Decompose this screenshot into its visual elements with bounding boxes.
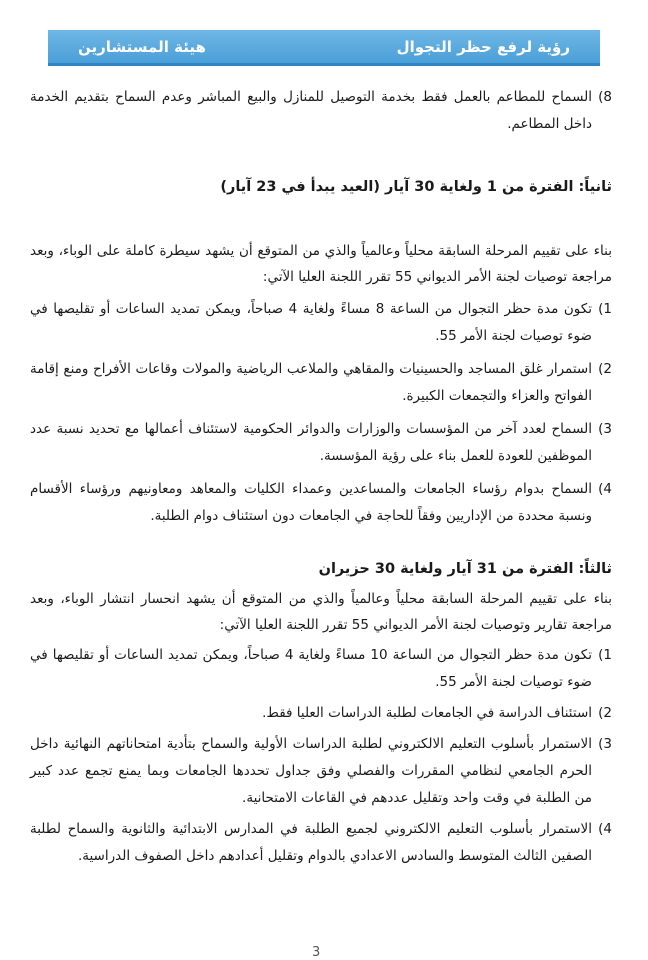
item-text: تكون مدة حظر التجوال من الساعة 10 مساءً ولغاية 4 صباحاً، ويمكن تمديد الساعات أو تقليصها في ضوء توصيات لجنة الأمر 55. bbox=[30, 647, 592, 690]
item-text: السماح بدوام رؤساء الجامعات والمساعدين وعمداء الكليات والمعاهد ومعاونيهم ورؤساء الأقسام ونسبة محددة من الإداريين وفقاً للحاجة في الجامعات دون استئناف دوام الطلبة. bbox=[30, 481, 592, 524]
page-number: 3 bbox=[312, 945, 321, 960]
item-number: 1) bbox=[598, 647, 612, 663]
item-number: 3) bbox=[598, 421, 612, 437]
section-2-intro: بناء على تقييم المرحلة السابقة محلياً وعالمياً والذي من المتوقع أن يشهد سيطرة كاملة على الوباء، وبعد مراجعة توصيات لجنة الأمر الديواني 55 تقرر اللجنة العليا الآتي: bbox=[30, 243, 612, 285]
item-number: 2) bbox=[598, 705, 612, 721]
document-body bbox=[30, 80, 612, 870]
list-item bbox=[30, 356, 612, 410]
item-text: الاستمرار بأسلوب التعليم الالكتروني لطلبة الدراسات الأولية والسماح بتأدية امتحاناتهم النهائية داخل الحرم الجامعي لنظامي المقررات والفصلي وفق جداول تحددها الجامعات وبما يمنع تجمع عدد كبير من الطلبة في وقت واحد وتقليل عددهم في القاعات الامتحانية. bbox=[30, 736, 592, 806]
item-number: 4) bbox=[598, 821, 612, 837]
section-3-title: ثالثاً: الفترة من 31 آيار ولغاية 30 حزيران bbox=[318, 561, 612, 577]
header-left-title: هيئة المستشارين bbox=[78, 37, 206, 56]
item-text: السماح للمطاعم بالعمل فقط بخدمة التوصيل للمنازل والبيع المباشر وعدم السماح بتقديم الخدمة داخل المطاعم. bbox=[30, 89, 592, 132]
list-item bbox=[30, 416, 612, 470]
list-item bbox=[30, 296, 612, 350]
item-text: السماح لعدد آخر من المؤسسات والوزارات والدوائر الحكومية لاستئناف أعمالها مع تحديد نسبة عدد الموظفين للعودة للعمل بناء على رؤية المؤسسة. bbox=[30, 421, 592, 464]
section-2-list bbox=[30, 296, 612, 530]
item-text: تكون مدة حظر التجوال من الساعة 8 مساءً ولغاية 4 صباحاً، ويمكن تمديد الساعات أو تقليصها في ضوء توصيات لجنة الأمر 55. bbox=[30, 301, 592, 344]
item-number: 8) bbox=[598, 89, 612, 105]
section-3-list bbox=[30, 642, 612, 870]
item-number: 1) bbox=[598, 301, 612, 317]
list-item bbox=[30, 816, 612, 870]
list-item bbox=[30, 476, 612, 530]
item-number: 2) bbox=[598, 361, 612, 377]
list-item bbox=[30, 700, 612, 727]
item-text: استئناف الدراسة في الجامعات لطلبة الدراسات العليا فقط. bbox=[262, 705, 592, 721]
list-item bbox=[30, 84, 612, 138]
item-number: 4) bbox=[598, 481, 612, 497]
section-3-intro: بناء على تقييم المرحلة السابقة محلياً وعالمياً والذي من المتوقع أن يشهد انحسار انتشار الوباء، وبعد مراجعة تقارير وتوصيات لجنة الأمر الديواني 55 تقرر اللجنة العليا الآتي: bbox=[30, 591, 612, 633]
item-text: استمرار غلق المساجد والحسينيات والمقاهي والملاعب الرياضية والمولات وقاعات الأفراح ومنع إقامة الفواتح والعزاء والتجمعات الكبيرة. bbox=[30, 361, 592, 404]
section-2-title: ثانياً: الفترة من 1 ولغاية 30 آيار (العيد يبدأ في 23 آيار) bbox=[220, 179, 612, 195]
header-right-title: رؤية لرفع حظر التجوال bbox=[396, 37, 570, 56]
list-item bbox=[30, 642, 612, 696]
document-header bbox=[48, 30, 600, 66]
item-text: الاستمرار بأسلوب التعليم الالكتروني لجميع الطلبة في المدارس الابتدائية والثانوية والسماح لطلبة الصفين الثالث المتوسط والسادس الاعدادي بالدوام وتقليل أعدادهم داخل الصفوف الدراسية. bbox=[30, 821, 592, 864]
list-item bbox=[30, 731, 612, 812]
item-number: 3) bbox=[598, 736, 612, 752]
